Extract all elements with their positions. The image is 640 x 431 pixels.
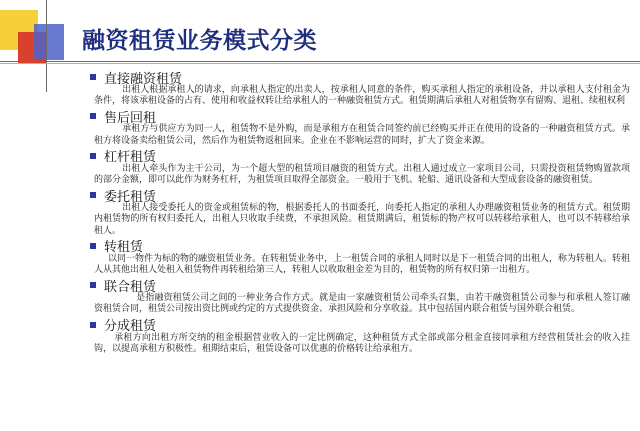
section-leveraged-lease bbox=[90, 148, 630, 186]
section-revenue-sharing-lease bbox=[90, 317, 630, 355]
heading-label: 分成租赁 bbox=[104, 319, 157, 335]
square-bullet-icon bbox=[90, 282, 96, 288]
section-text: 出租人根据承租人的请求，向承租人指定的出卖人，按承租人同意的条件，购买承租人指定的承租设备，并以承租人支付租金为条件，将该承租设备的占有、使用和收益权转让给承租人的一种融资租赁方式。租赁期满后承租人对租赁物享有留购、退租、续租权利 bbox=[94, 85, 630, 107]
heading-label: 委托租赁 bbox=[104, 189, 157, 205]
heading-label: 售后回租 bbox=[104, 110, 157, 126]
section-text: 承租方与供应方为同一人，租赁物不是外购，而是承租方在租赁合同签约前已经购买并正在使用的设备的一种融资租赁方式。承租方将设备卖给租赁公司，然后作为租赁物返租回来。企业在不影响运营的同时，扩大了资金来源。 bbox=[94, 124, 630, 146]
heading-label: 转租赁 bbox=[104, 240, 144, 256]
slide-title: 融资租赁业务模式分类 bbox=[82, 28, 317, 54]
section-sublease bbox=[90, 238, 630, 276]
heading-label: 直接融资租赁 bbox=[104, 71, 183, 87]
decor-horizontal-line-2 bbox=[0, 63, 640, 64]
section-heading bbox=[90, 148, 630, 164]
section-text: 以同一物件为标的物的融资租赁业务。在转租赁业务中，上一租赁合同的承租人同时以是下一租赁合同的出租人，称为转租人。转租人从其他出租人处租入租赁物件再转租给第三人，转租人以收取租金差为目的，租赁物的所有权归第一出租方。 bbox=[94, 253, 631, 276]
square-bullet-icon bbox=[90, 113, 96, 119]
decor-horizontal-line bbox=[0, 61, 640, 62]
section-text: 出租人接受委托人的资金或租赁标的物，根据委托人的书面委托，向委托人指定的承租人办理融资租赁业务的租赁方式。租赁期内租赁物的所有权归委托人，出租人只收取手续费，不承担风险。租赁期满后，租赁标的物产权可以转移给承租人，也可以不转移给承租人。 bbox=[94, 203, 630, 236]
section-heading bbox=[90, 108, 630, 124]
section-text: 出租人牵头作为主干公司，为一个超大型的租赁项目融资的租赁方式。出租人通过成立一家项目公司，只需投资租赁物购置款项的部分金额，即可以此作为财务杠杆，为租赁项目取得全部资金。一般用于飞机、轮船、通讯设备和大型成套设备的融资租赁。 bbox=[94, 163, 630, 186]
section-sale-leaseback bbox=[90, 108, 630, 146]
decor-blue-block bbox=[34, 24, 64, 60]
square-bullet-icon bbox=[90, 322, 96, 328]
heading-label: 杠杆租赁 bbox=[104, 150, 157, 166]
section-heading bbox=[90, 238, 630, 254]
section-heading bbox=[90, 187, 630, 203]
decor-vertical-line bbox=[46, 0, 47, 92]
section-text: 承租方向出租方所交纳的租金根据营业收入的一定比例确定，这种租赁方式全部或部分租金直接同承租方经营租赁社会的收入挂钩，以提高承租方积极性。租期结束后，租赁设备可以优惠的价格转让给承租方。 bbox=[94, 332, 630, 354]
section-heading bbox=[90, 277, 630, 293]
section-joint-lease bbox=[90, 277, 630, 315]
section-text: 是指融资租赁公司之间的一种业务合作方式。就是由一家融资租赁公司牵头召集，由若干融资租赁公司参与和承租人签订融资租赁合同，租赁公司按出资比例或约定的方式提供资金、承担风险和分享收益。其中包括国内联合租赁与国外联合租赁。 bbox=[94, 293, 630, 315]
section-direct-lease bbox=[90, 69, 630, 107]
square-bullet-icon bbox=[90, 74, 96, 80]
square-bullet-icon bbox=[90, 243, 96, 249]
slide-content bbox=[90, 69, 630, 356]
heading-label: 联合租赁 bbox=[104, 279, 157, 295]
section-heading bbox=[90, 317, 630, 333]
square-bullet-icon bbox=[90, 192, 96, 198]
section-heading bbox=[90, 69, 630, 85]
section-entrusted-lease bbox=[90, 187, 630, 237]
square-bullet-icon bbox=[90, 153, 96, 159]
